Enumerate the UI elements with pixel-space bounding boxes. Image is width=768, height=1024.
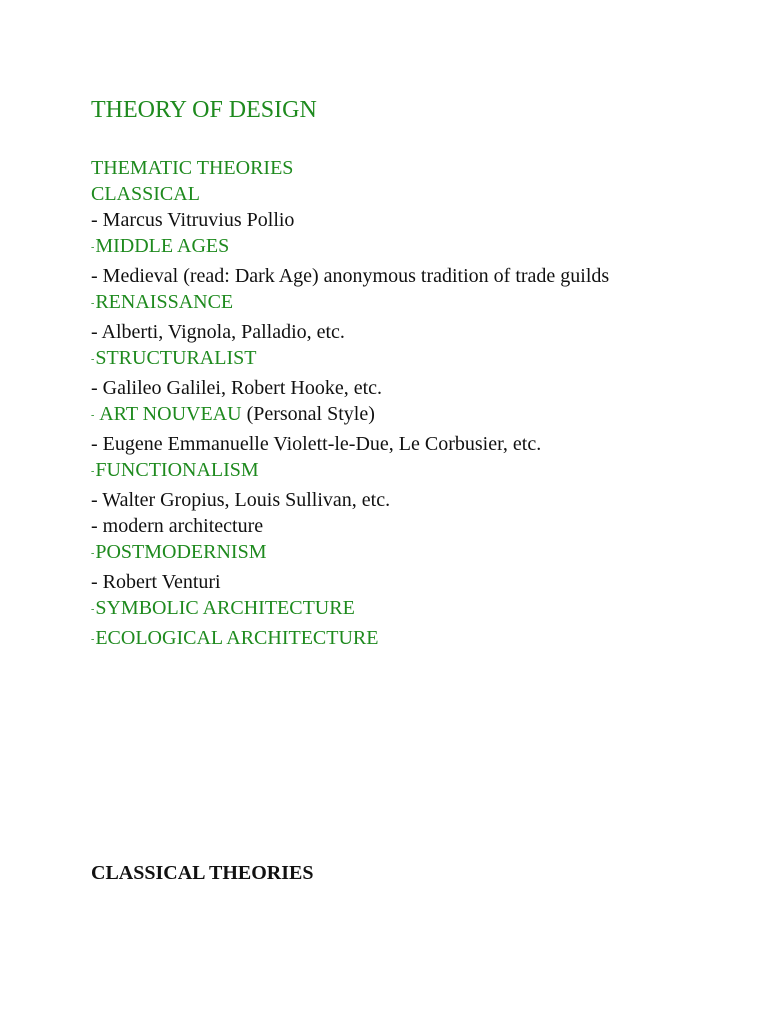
item-note: - Alberti, Vignola, Palladio, etc. [91, 321, 345, 343]
item-note: - Eugene Emmanuelle Violett-le-Due, Le Corbusier, etc. [91, 433, 542, 455]
item-note: - Galileo Galilei, Robert Hooke, etc. [91, 377, 383, 399]
document-title: THEORY OF DESIGN [91, 97, 317, 123]
bullet-marker: - [91, 354, 95, 365]
bullet-marker: - [91, 298, 95, 309]
item-label: MIDDLE AGES [95, 235, 230, 257]
item-label: ART NOUVEAU [95, 403, 242, 425]
list-item [91, 595, 651, 625]
item-label-suffix: (Personal Style) [241, 403, 375, 425]
list-item [91, 539, 651, 569]
item-label: FUNCTIONALISM [95, 459, 259, 481]
bullet-marker: - [91, 548, 95, 559]
item-note: - Robert Venturi [91, 571, 221, 593]
list-item [91, 625, 651, 655]
list-item [91, 289, 651, 319]
list-item [91, 345, 651, 375]
classical-note: - Marcus Vitruvius Pollio [91, 209, 295, 231]
theory-outline [91, 155, 651, 655]
item-label: SYMBOLIC ARCHITECTURE [95, 597, 355, 619]
classical-theories-heading: CLASSICAL THEORIES [91, 862, 314, 884]
bullet-marker: - [91, 466, 95, 477]
bullet-marker: - [91, 604, 95, 615]
bullet-marker: - [91, 634, 95, 645]
bullet-marker: - [91, 242, 95, 253]
item-label: STRUCTURALIST [95, 347, 257, 369]
item-label: ECOLOGICAL ARCHITECTURE [95, 627, 379, 649]
item-note: - Medieval (read: Dark Age) anonymous tradition of trade guilds [91, 265, 610, 287]
thematic-theories-heading: THEMATIC THEORIES [91, 157, 294, 179]
item-label: RENAISSANCE [95, 291, 234, 313]
list-item [91, 401, 651, 431]
item-note: - Walter Gropius, Louis Sullivan, etc. [91, 489, 391, 511]
item-label: POSTMODERNISM [95, 541, 267, 563]
classical-heading: CLASSICAL [91, 183, 200, 205]
item-note: - modern architecture [91, 515, 264, 537]
list-item [91, 457, 651, 487]
list-item [91, 233, 651, 263]
bullet-marker: - [91, 410, 95, 421]
